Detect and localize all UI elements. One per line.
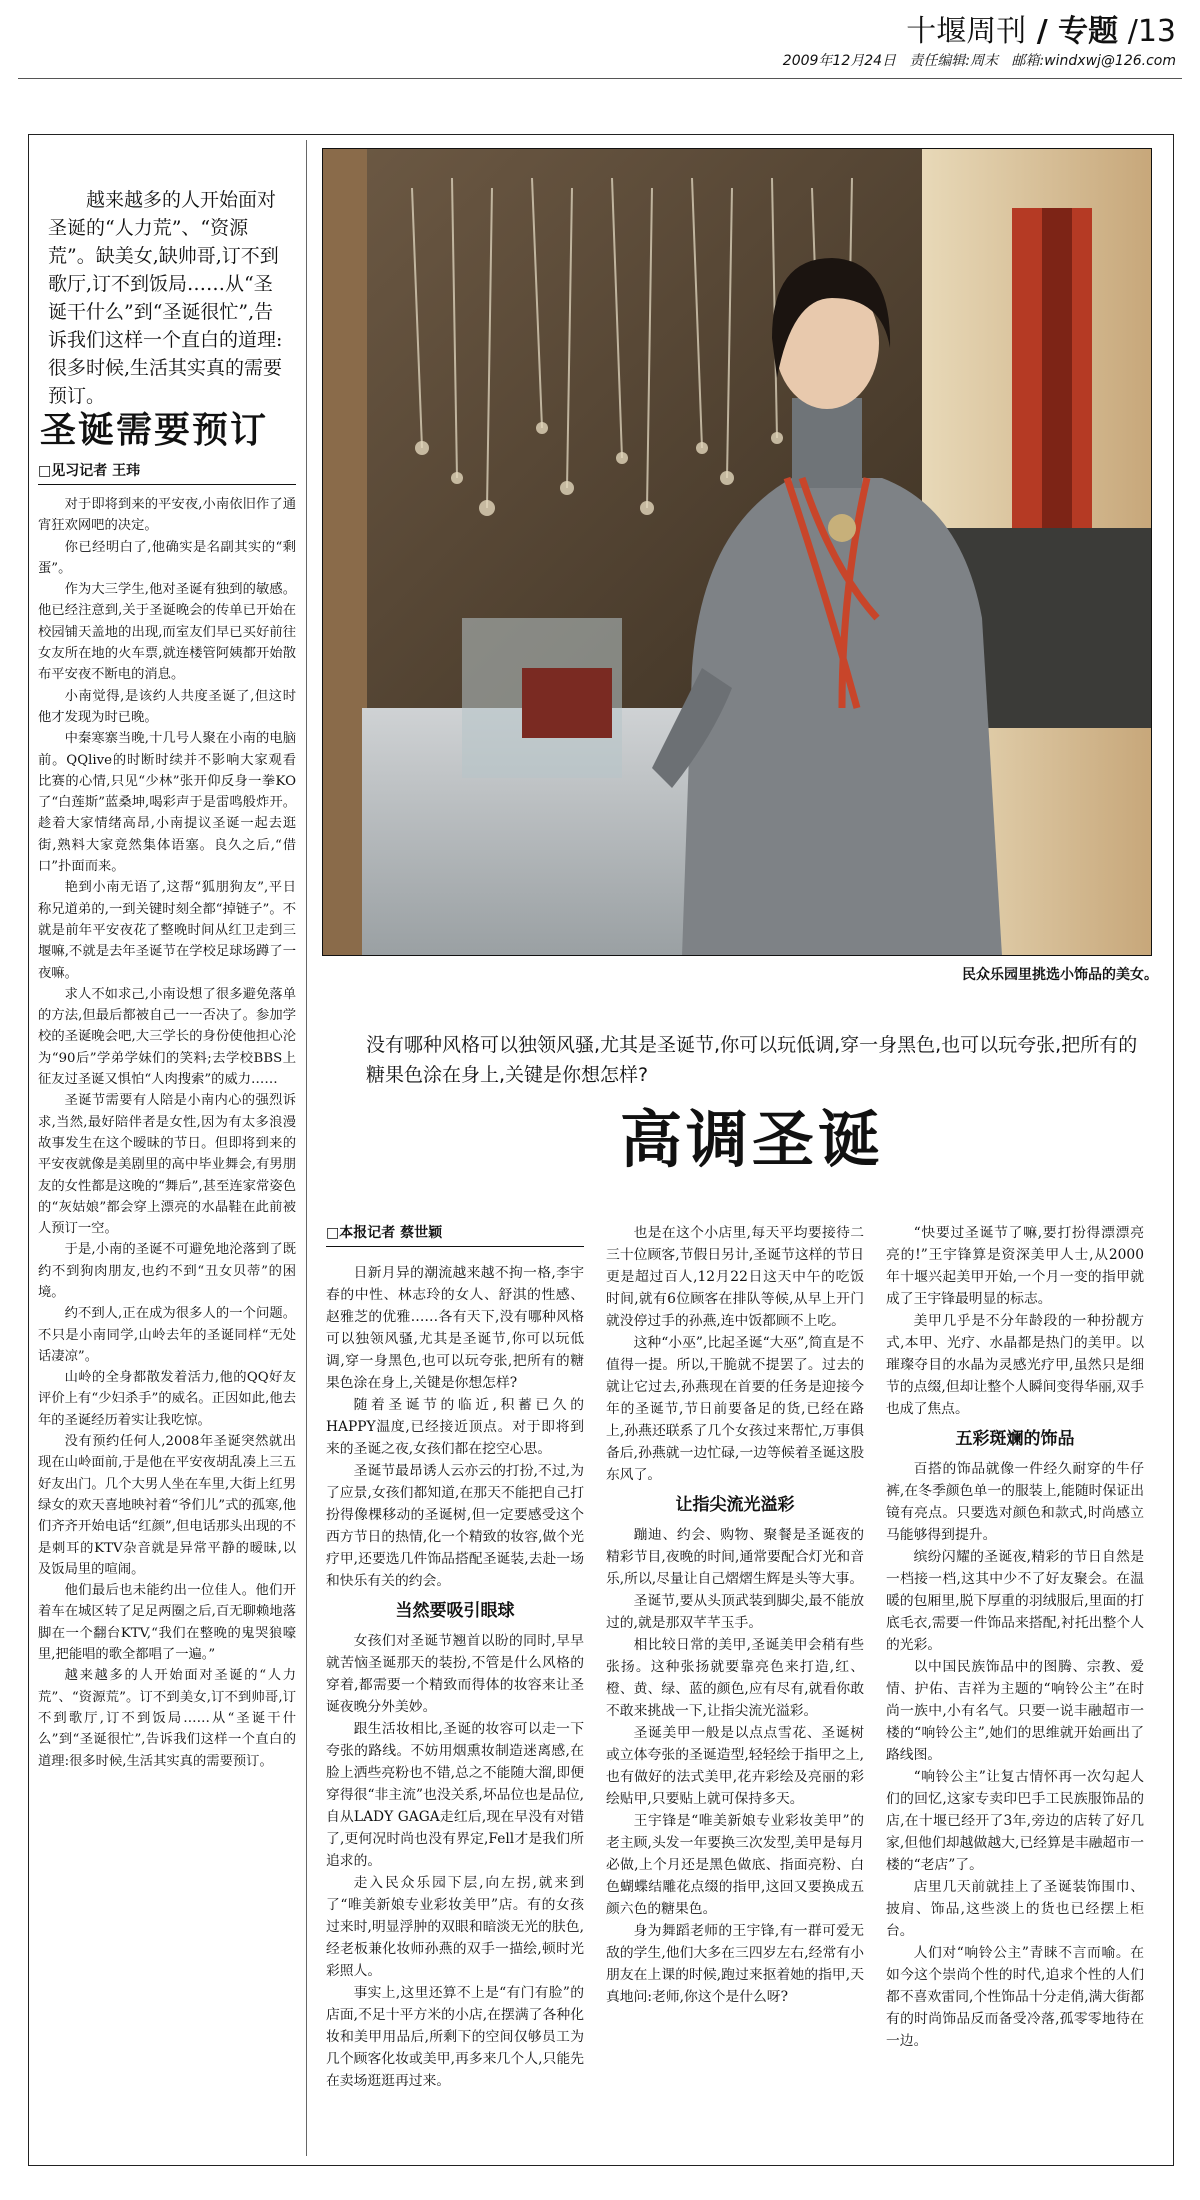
paragraph: 小南觉得,是该约人共度圣诞了,但这时他才发现为时已晚。 [38,688,296,725]
section-heading: 五彩斑斓的饰品 [955,1429,1075,1449]
paragraph: 女孩们对圣诞节翘首以盼的同时,早早就苦恼圣诞那天的装扮,不管是什么风格的穿着,都需要一个精致而得体的妆容来让圣诞夜晚分外美妙。 [326,1633,584,1715]
left-story-intro: 越来越多的人开始面对圣诞的“人力荒”、“资源荒”。缺美女,缺帅哥,订不到歌厅,订不到饭局……从“圣诞干什么”到“圣诞很忙”,告诉我们这样一个直白的道理:很多时候,生活其实真的需要预订。 [48,189,283,407]
paragraph: 身为舞蹈老师的王宇锋,有一群可爱无敌的学生,他们大多在三四岁左右,经常有小朋友在上课的时候,跑过来抠着她的指甲,天真地问:老师,你这个是什么呀? [606,1923,864,2005]
feature-subhead: 没有哪种风格可以独领风骚,尤其是圣诞节,你可以玩低调,穿一身黑色,也可以玩夸张,把所有的糖果色涂在身上,关键是你想怎样? [366,1034,1138,1086]
paragraph: 这种“小巫”,比起圣诞“大巫”,简直是不值得一提。所以,干脆就不提罢了。过去的就让它过去,孙燕现在首要的任务是迎接今年的圣诞节,节日前要备足的货,已经在路上,孙燕还联系了几个女孩过来帮忙,万事俱备后,孙燕就一边忙碌,一边等候着圣诞这股东风了。 [606,1335,864,1483]
editor-label: 责任编辑:周末 [909,53,999,69]
paragraph: 王宇锋是“唯美新娘专业彩妆美甲”的老主顾,头发一年要换三次发型,美甲是每月必做,上个月还是黑色做底、指面亮粉、白色蝴蝶结雕花点缀的指甲,这回又要换成五颜六色的糖果色。 [606,1813,864,1917]
paragraph: 作为大三学生,他对圣诞有独到的敏感。他已经注意到,关于圣诞晚会的传单已开始在校园铺天盖地的出现,而室友们早已买好前往女友所在地的火车票,就连楼管阿姨都开始散布平安夜不断电的消息。 [38,582,296,683]
paragraph: 人们对“响铃公主”青睐不言而喻。在如今这个崇尚个性的时代,追求个性的人们都不喜欢雷同,个性饰品十分走俏,满大街都有的时尚饰品反而备受冷落,孤零零地待在一边。 [886,1945,1144,2049]
paragraph: “快要过圣诞节了嘛,要打扮得漂漂亮亮的!”王宇锋算是资深美甲人士,从2000年十堰兴起美甲开始,一个月一变的指甲就成了王宇锋最明显的标志。 [886,1225,1144,1307]
feature-column-3 [886,1222,1144,2052]
paragraph: 随着圣诞节的临近,积蓄已久的HAPPY温度,已经接近顶点。对于即将到来的圣诞之夜,女孩们都在挖空心思。 [326,1397,584,1457]
paragraph: 你已经明白了,他确实是名副其实的“剩蛋”。 [38,539,296,576]
paragraph: 对于即将到来的平安夜,小南依旧作了通宵狂欢网吧的决定。 [38,497,296,534]
section-heading: 当然要吸引眼球 [395,1601,515,1621]
paragraph: 以中国民族饰品中的图腾、宗教、爱情、护佑、吉祥为主题的“响铃公主”在时尚一族中,小有名气。只要一说丰融超市一楼的“响铃公主”,她们的思维就开始画出了路线图。 [886,1659,1144,1763]
paragraph: 日新月异的潮流越来越不拘一格,李宇春的中性、林志玲的女人、舒淇的性感、赵雅芝的优雅……各有天下,没有哪种风格可以独领风骚,尤其是圣诞节,你可以玩低调,穿一身黑色,也可以玩夸张,把所有的糖果色涂在身上,关键是你想怎样? [326,1265,584,1391]
feature-headline: 高调圣诞 [620,1103,885,1176]
byline-rule [326,1246,584,1247]
paragraph: 圣诞美甲一般是以点点雪花、圣诞树或立体夸张的圣诞造型,轻轻绘于指甲之上,也有做好的法式美甲,花卉彩绘及亮丽的彩绘贴甲,只要贴上就可保持多天。 [606,1725,864,1807]
paragraph: 于是,小南的圣诞不可避免地沦落到了既约不到狗肉朋友,也约不到“丑女贝蒂”的困境。 [38,1242,296,1300]
paragraph: 店里几天前就挂上了圣诞装饰围巾、披肩、饰品,这些淡上的货也已经摆上柜台。 [886,1879,1144,1939]
paragraph: 圣诞节,要从头顶武装到脚尖,最不能放过的,就是那双芊芊玉手。 [606,1593,864,1631]
paragraph: 蹦迪、约会、购物、聚餐是圣诞夜的精彩节目,夜晚的时间,通常要配合灯光和音乐,所以,尽量让自己熠熠生辉是头等大事。 [606,1527,864,1587]
section-heading: 让指尖流光溢彩 [675,1495,795,1515]
paragraph: 百搭的饰品就像一件经久耐穿的牛仔裤,在冬季颜色单一的服装上,能随时保证出镜有亮点。只要选对颜色和款式,时尚感立马能够得到提升。 [886,1461,1144,1543]
paragraph: 也是在这个小店里,每天平均要接待二三十位顾客,节假日另计,圣诞节这样的节日更是超过百人,12月22日这天中午的吃饭时间,就有6位顾客在排队等候,从早上开门就没停过手的孙燕,连中饭都顾不上吃。 [606,1225,864,1329]
paragraph: 美甲几乎是不分年龄段的一种扮靓方式,本甲、光疗、水晶都是热门的美甲。以璀璨夺目的水晶为灵感光疗甲,虽然只是细节的点缀,但却让整个人瞬间变得华丽,双手也成了焦点。 [886,1313,1144,1417]
left-story-title: 圣诞需要预订 [40,410,269,451]
feature-column-2 [606,1222,864,2008]
paragraph: 他们最后也未能约出一位佳人。他们开着车在城区转了足足两圈之后,百无聊赖地落脚在一个翻台KTV,“我们在整晚的鬼哭狼嚎里,把能唱的歌全都唱了一遍。” [38,1583,296,1663]
byline-rule [38,484,296,485]
paragraph: 缤纷闪耀的圣诞夜,精彩的节日自然是一档接一档,这其中少不了好友聚会。在温暖的包厢里,脱下厚重的羽绒服后,里面的打底毛衣,需要一件饰品来搭配,衬托出整个人的光彩。 [886,1549,1144,1653]
paragraph: 圣诞节需要有人陪是小南内心的强烈诉求,当然,最好陪伴者是女性,因为有太多浪漫故事发生在这个暧昧的节日。但即将到来的平安夜就像是美剧里的高中毕业舞会,有男朋友的女性都是这晚的“舞后”,甚至连家常姿色的“灰姑娘”都会穿上漂亮的水晶鞋在此前被人预订一空。 [38,1093,296,1237]
feature-byline: □本报记者 蔡世颖 [326,1225,443,1241]
email-label: 邮箱:windxwj@126.com [1011,53,1176,69]
issue-date: 2009年12月24日 [782,53,897,69]
page-header: 十堰周刊 / 专题 /13 [906,14,1176,49]
paragraph: 中秦寒寨当晚,十几号人聚在小南的电脑前。QQlive的时断时续并不影响大家观看比赛的心情,只见“少林”张开仰反身一拳KO了“白莲斯”蓝桑坤,喝彩声于是雷鸣般炸开。趁着大家情绪高昂,小南提议圣诞一起去逛街,熟料大家竟然集体语塞。良久之后,“借口”扑面而来。 [38,731,296,875]
paragraph: 越来越多的人开始面对圣诞的“人力荒”、“资源荒”。订不到美女,订不到帅哥,订不到歌厅,订不到饭局……从“圣诞干什么”到“圣诞很忙”,告诉我们这样一个直白的道理:很多时候,生活其实真的需要预订。 [38,1668,296,1769]
header-rule [18,78,1182,79]
paragraph: 艳到小南无语了,这帮“狐朋狗友”,平日称兄道弟的,一到关键时刻全都“掉链子”。不就是前年平安夜花了整晚时间从红卫走到三堰嘛,不就是去年圣诞节在学校足球场蹲了一夜嘛。 [38,880,296,981]
paragraph: 圣诞节最昂诱人云亦云的打扮,不过,为了应景,女孩们都知道,在那天不能把自己打扮得像棵移动的圣诞树,但一定要感受这个西方节日的热情,化一个精致的妆容,做个光疗甲,还要选几件饰品搭配圣诞装,去赴一场和快乐有关的约会。 [326,1463,584,1589]
paragraph: 走入民众乐园下层,向左拐,就来到了“唯美新娘专业彩妆美甲”店。有的女孩过来时,明显浮肿的双眼和暗淡无光的肤色,经老板兼化妆师孙燕的双手一描绘,顿时光彩照人。 [326,1875,584,1979]
feature-column-1 [326,1262,584,2092]
section-name: 专题 [1058,14,1119,49]
page-number: 13 [1137,14,1176,49]
left-story-byline: □见习记者 王玮 [38,463,141,479]
paragraph: 事实上,这里还算不上是“有门有脸”的店面,不足十平方米的小店,在摆满了各种化妆和美甲用品后,所剩下的空间仅够员工为几个顾客化妆或美甲,再多来几个人,只能先在卖场逛逛再过来。 [326,1985,584,2089]
left-story-body [38,494,296,1772]
publication-name: 十堰周刊 [906,14,1027,49]
photo-caption: 民众乐园里挑选小饰品的美女。 [962,967,1158,983]
column-divider [306,140,307,2156]
paragraph: 山岭的全身都散发着活力,他的QQ好友评价上有“少妇杀手”的威名。正因如此,他去年的圣诞经历着实让我吃惊。 [38,1370,296,1428]
header-info [783,50,1176,70]
feature-photo [322,148,1152,956]
paragraph: 相比较日常的美甲,圣诞美甲会稍有些张扬。这种张扬就要靠亮色来打造,红、橙、黄、绿、蓝的颜色,应有尽有,就看你敢不敢来挑战一下,让指尖流光溢彩。 [606,1637,864,1719]
paragraph: 求人不如求己,小南设想了很多避免落单的方法,但最后都被自己一一否决了。参加学校的圣诞晚会吧,大三学长的身份使他担心沦为“90后”学弟学妹们的笑料;去学校BBS上征友过圣诞又惧怕“人肉搜索”的威力…… [38,986,296,1088]
paragraph: 跟生活妆相比,圣诞的妆容可以走一下夸张的路线。不妨用烟熏妆制造迷离感,在脸上洒些亮粉也不错,总之不能随大溜,即便穿得很“非主流”也没关系,坏品位也是品位,自从LADY GAGA走红后,现在早没有对错了,更何况时尚也没有界定,Fell才是我们所追求的。 [326,1721,584,1869]
paragraph: 没有预约任何人,2008年圣诞突然就出现在山岭面前,于是他在平安夜胡乱凑上三五好友出门。几个大男人坐在车里,大街上红男绿女的欢天喜地映衬着“爷们儿”式的孤寒,他们齐齐开始电话“红颜”,但电话那头出现的不是刺耳的KTV杂音就是异常平静的暧昧,以及饭局里的喧闹。 [38,1434,296,1577]
paragraph: 约不到人,正在成为很多人的一个问题。不只是小南同学,山岭去年的圣诞同样“无处话凄凉”。 [38,1306,296,1364]
paragraph: “响铃公主”让复古情怀再一次勾起人们的回忆,这家专卖印巴手工民族服饰品的店,在十堰已经开了3年,旁边的店转了好几家,但他们却越做越大,已经算是丰融超市一楼的“老店”了。 [886,1769,1144,1873]
